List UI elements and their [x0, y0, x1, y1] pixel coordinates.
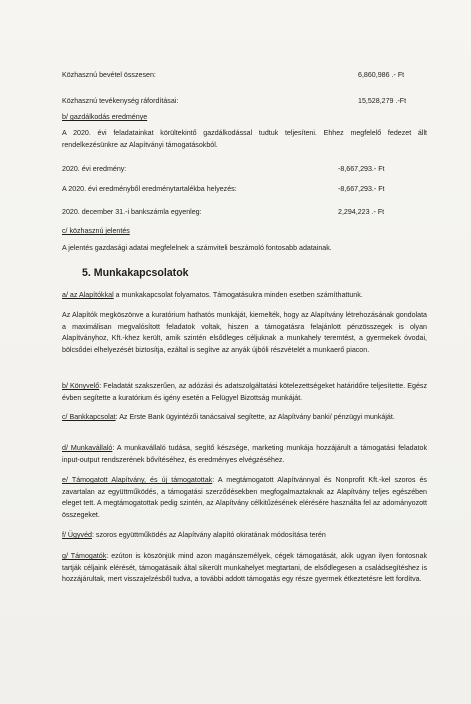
row-label: A 2020. évi eredményből eredménytartalékba helyezés: — [62, 185, 237, 193]
item-e — [62, 475, 427, 521]
item-g-label: g/ Támogatók — [62, 552, 107, 560]
item-c-label: c/ Bankkapcsolat — [62, 413, 116, 421]
section-c-title: c/ közhasznú jelentés — [62, 227, 130, 235]
item-b — [62, 381, 427, 404]
section-b-title: b/ gazdálkodás eredménye — [62, 113, 148, 121]
row-label: 2020. évi eredmény: — [62, 165, 127, 173]
item-a-text: a munkakapcsolat folyamatos. Támogatásukra minden esetben számíthattunk. — [113, 291, 363, 299]
item-a-label: a/ az Alapítókkal — [62, 291, 114, 299]
item-d — [62, 443, 427, 466]
item-f — [62, 530, 427, 542]
item-g-text: : ezúton is köszönjük mind azon magánszemélyek, cégek támogatását, akik ugyan ilyen fontosnak tartják céljaink elérését, támogatásaik által sikerült munkahelyet megtartani, de elsődlegesen a családsegítéshez is hozzájárultak, mert visszajelzésből tudva, a további addott támogatás egy része gyermek étkeztetésre lett fordítva. — [62, 552, 427, 583]
row-label: Közhasznú bevétel összesen: — [62, 71, 156, 79]
row-value: 15,528,279 .-Ft — [358, 97, 407, 105]
item-b-label: b/ Könyvelő — [62, 382, 100, 390]
founders-paragraph: Az Alapítók megköszönve a kuratórium hathatós munkáját, kiemelték, hogy az Alapítvány létrehozásának gondolata a maximálisan megvalósított feladatok voltak, hiszen a támogatásra felajánlott pénzösszegek is olyan Alapítványhoz, Kft.-khez került, amik szintén elsődleges céljuknak a munkahely teremtést, a gyermekek óvodai, bölcsődei elhelyezését biztosítja, ezáltal is segítve az anyák újbóli részvételét a munkaerő piacon. — [62, 311, 427, 354]
row-label: Közhasznú tevékenység ráfordításai: — [62, 97, 179, 105]
item-e-text: : A megtámogatott Alapítvánnyal és Nonprofit Kft.-kel szoros és zavartalan az együttműködés, a támogatási szerződésekben megfogalmaztaknak az Alapítvány teljes egészében eleget tett. A megtámogatottak pedig szintén, az Alapítvány célkitűzésének elérésére használta fel az adományozott összegeket. — [62, 476, 427, 519]
section-c-text: A jelentés gazdasági adatai megfelelnek a számviteli beszámoló fontosabb adatainak. — [62, 244, 332, 252]
row-value: -8,667,293.- Ft — [338, 165, 385, 173]
item-b-text: : Feladatát szakszerűen, az adózási és adatszolgáltatási kötelezettségeket határidőre teljesítette. Egész évben segítette a kuratórium és igény esetén a Felügyel Bizottság munkáját. — [62, 382, 427, 402]
item-d-text: : A munkavállaló tudása, segítő készsége, marketing munkája hozzájárult a támogatási feladatok input-output rendszerének bővítéséhez, és eredményes elvégzéséhez. — [62, 444, 428, 464]
row-label: 2020. december 31.-i bankszámla egyenleg: — [62, 208, 202, 216]
section-b-intro: A 2020. évi feladatainkat körültekintő gazdálkodással tudtuk teljesíteni. Ehhez megfelelő fedezet állt rendelkezésünkre az Alapítványi támogatásokból. — [62, 129, 427, 149]
row-value: 6,860,986 .- Ft — [358, 71, 405, 79]
section-5-heading: 5. Munkakapcsolatok — [82, 267, 189, 279]
row-value: 2,294,223 .- Ft — [338, 208, 385, 216]
item-e-label: e/ Támogatott Alapítvány, és új támogatottak — [62, 476, 213, 484]
item-f-text: : szoros együttműködés az Alapítvány alapító okiratának módosítása terén — [91, 531, 326, 539]
item-a — [62, 290, 427, 302]
item-f-label: f/ Ügyvéd — [62, 531, 92, 539]
row-value: -8,667,293.- Ft — [338, 185, 385, 193]
item-c-text: : Az Erste Bank ügyintézői tanácsaival segítette, az Alapítvány banki/ pénzügyi munkáját. — [115, 413, 395, 421]
item-d-label: d/ Munkavállaló — [62, 444, 113, 452]
item-c — [62, 412, 427, 424]
item-g — [62, 551, 427, 586]
